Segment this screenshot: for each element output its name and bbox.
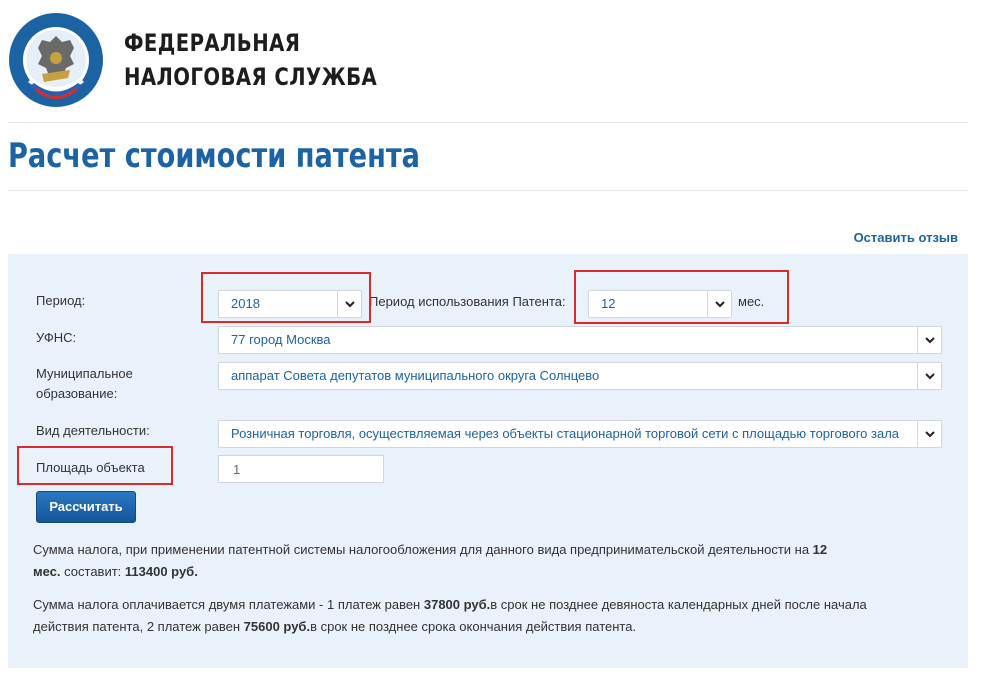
feedback-link[interactable]: Оставить отзыв	[853, 230, 958, 245]
payment-1-amount: 37800 руб.	[423, 597, 491, 612]
org-name-line1: ФЕДЕРАЛЬНАЯ	[124, 29, 301, 57]
result-months-unit: мес.	[33, 564, 61, 579]
area-input[interactable]	[218, 455, 384, 483]
highlight-area-label	[17, 446, 173, 485]
payment-schedule-text	[33, 594, 913, 638]
municipal-label-line1: Муниципальное	[36, 366, 133, 381]
activity-label: Вид деятельности:	[36, 423, 150, 438]
activity-select-value: Розничная торговля, осуществляемая через объекты стационарной торговой сети с площадью торгового зала	[231, 426, 900, 441]
chevron-down-icon[interactable]	[917, 327, 941, 353]
municipal-label-line2: образование:	[36, 386, 118, 401]
municipal-label	[36, 364, 133, 404]
period-label: Период:	[36, 293, 86, 308]
result-total: 113400 руб.	[124, 564, 198, 579]
payment-2-amount: 75600 руб.	[243, 619, 311, 634]
chevron-down-icon[interactable]	[917, 363, 941, 389]
highlight-usage-period	[574, 270, 789, 324]
result-months: 12	[812, 542, 828, 557]
payment-text: Сумма налога оплачивается двумя платежами - 1 платеж равен	[33, 597, 424, 612]
chevron-down-icon[interactable]	[917, 421, 941, 447]
payment-text: в срок не позднее девяноста календарных дней после начала действия патента, 2 платеж равен	[33, 597, 867, 634]
ufns-label: УФНС:	[36, 330, 77, 345]
highlight-period	[201, 272, 371, 323]
result-text: Сумма налога, при применении патентной системы налогообложения для данного вида предпринимательской деятельности на	[33, 542, 813, 557]
site-header	[0, 0, 984, 122]
municipal-select-value: аппарат Совета депутатов муниципального округа Солнцево	[231, 368, 600, 383]
ufns-select-value: 77 город Москва	[231, 332, 331, 347]
payment-text: в срок не позднее срока окончания действия патента.	[310, 619, 637, 634]
ufns-select[interactable]	[218, 326, 942, 354]
result-text: составит:	[60, 564, 125, 579]
org-name-line2: НАЛОГОВАЯ СЛУЖБА	[124, 63, 378, 91]
fns-logo-icon[interactable]	[8, 12, 104, 108]
tax-result-text	[33, 539, 933, 583]
divider	[8, 190, 968, 191]
calculate-button[interactable]: Рассчитать	[36, 491, 136, 523]
period-select-value: 2018	[231, 296, 260, 311]
divider	[8, 122, 968, 123]
page-title: Расчет стоимости патента	[8, 136, 421, 176]
activity-select[interactable]	[218, 420, 942, 448]
usage-period-select-value: 12	[601, 296, 616, 311]
municipal-select[interactable]	[218, 362, 942, 390]
usage-period-unit: мес.	[738, 294, 765, 309]
org-name	[124, 26, 377, 94]
usage-period-label: Период использования Патента:	[369, 294, 566, 309]
area-label: Площадь объекта	[36, 460, 145, 475]
